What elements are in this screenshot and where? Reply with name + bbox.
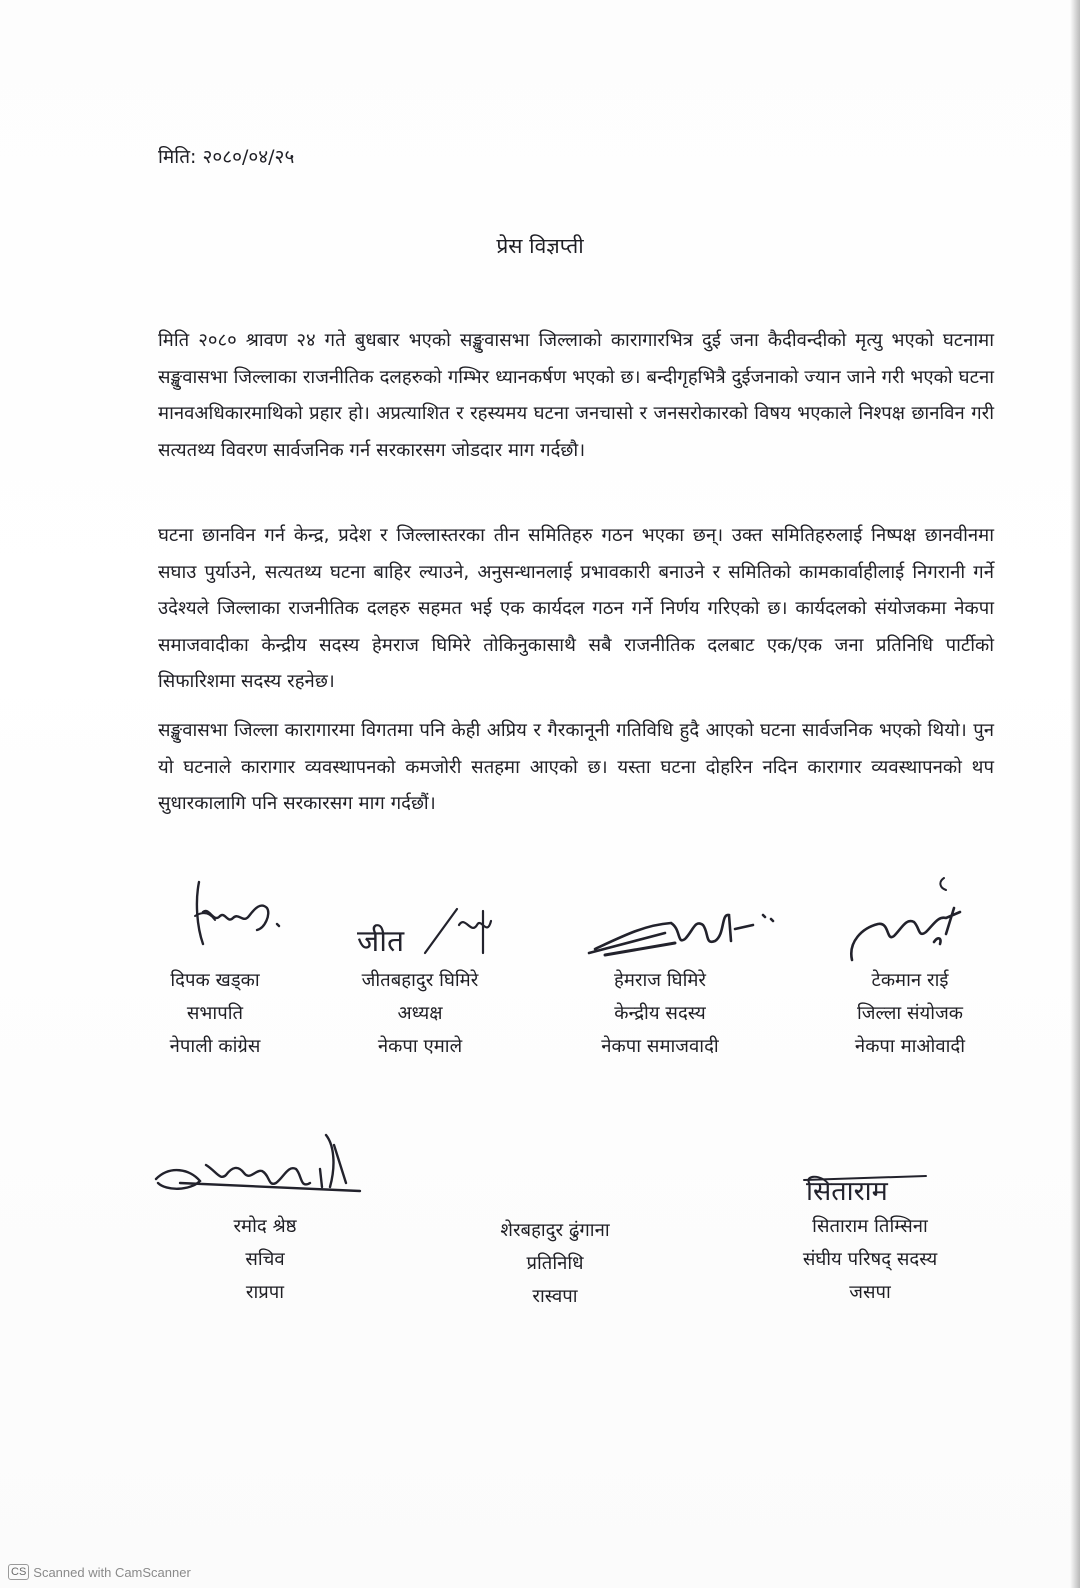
camscanner-logo-icon: CS bbox=[8, 1564, 29, 1580]
signatory-name: सिताराम तिम्सिना bbox=[812, 1216, 928, 1237]
signatory-name: दिपक खड्का bbox=[170, 970, 260, 991]
signatory-name: जीतबहादुर घिमिरे bbox=[361, 970, 479, 991]
signature-4 bbox=[842, 872, 982, 968]
signatory-role: अध्यक्ष bbox=[397, 1003, 443, 1024]
signature-3 bbox=[585, 895, 785, 965]
document-date: मिति: २०८०/०४/२५ bbox=[158, 146, 295, 168]
signatory-5 bbox=[190, 1210, 340, 1309]
signatory-name: शेरबहादुर ढुंगाना bbox=[500, 1220, 610, 1241]
signatory-6 bbox=[460, 1214, 650, 1313]
signatory-party: जसपा bbox=[849, 1282, 891, 1303]
signature-5 bbox=[150, 1125, 370, 1205]
document-title: प्रेस विज्ञप्ती bbox=[496, 234, 584, 258]
paragraph-1: मिति २०८० श्रावण २४ गते बुधबार भएको सङ्खुवासभा जिल्लाको कारागारभित्र दुई जना कैदीवन्दीको मृत्यु भएको घटनामा सङ्खुवासभा जिल्लाका राजनीतिक दलहरुको गम्भिर ध्यानकर्षण भएको छ। बन्दीगृहभित्रै दुईजनाको ज्यान जाने गरी भएको घटना मानवअधिकारमाथिको प्रहार हो। अप्रत्याशित र रहस्यमय घटना जनचासो र जनसरोकारको विषय भएकाले निश्पक्ष छानविन गरी सत्यतथ्य विवरण सार्वजनिक गर्न सरकारसग जोडदार माग गर्दछौ। bbox=[158, 330, 994, 461]
signatory-name: हेमराज घिमिरे bbox=[614, 970, 706, 991]
signature-2 bbox=[355, 895, 505, 965]
signatory-name: रमोद श्रेष्ठ bbox=[233, 1216, 297, 1237]
signatory-1 bbox=[150, 964, 280, 1063]
camscanner-watermark bbox=[8, 1564, 191, 1580]
signature-7 bbox=[800, 1160, 940, 1214]
signatory-name: टेकमान राई bbox=[871, 970, 949, 991]
signatory-7 bbox=[770, 1210, 970, 1309]
signatory-party: नेकपा माओवादी bbox=[854, 1036, 966, 1057]
signature-2-mark: जीत bbox=[357, 924, 405, 959]
signatory-role: केन्द्रीय सदस्य bbox=[614, 1003, 706, 1024]
signature-7-mark: सिताराम bbox=[806, 1176, 888, 1207]
signatory-party: रास्वपा bbox=[532, 1286, 578, 1307]
signatory-role: संघीय परिषद् सदस्य bbox=[802, 1249, 938, 1270]
signatory-4 bbox=[820, 964, 1000, 1063]
signatory-party: नेपाली कांग्रेस bbox=[169, 1036, 261, 1057]
paragraph-2: घटना छानविन गर्न केन्द्र, प्रदेश र जिल्लास्तरका तीन समितिहरु गठन भएका छन्। उक्त समितिहरुलाई निष्पक्ष छानवीनमा सघाउ पुर्याउने, सत्यतथ्य घटना बाहिर ल्याउने, अनुसन्धानलाई प्रभावकारी बनाउने र समितिको कामकार्वाहीलाई निगरानी गर्ने उदेश्यले जिल्लाका राजनीतिक दलहरु सहमत भई एक कार्यदल गठन गर्ने निर्णय गरिएको छ। कार्यदलको संयोजकमा नेकपा समाजवादीका केन्द्रीय सदस्य हेमराज घिमिरे तोकिनुकासाथै सबै राजनीतिक दलबाट एक/एक जना प्रतिनिधि पार्टीको सिफारिशमा सदस्य रहनेछ। bbox=[158, 525, 994, 692]
paragraph-3: सङ्खुवासभा जिल्ला कारागारमा विगतमा पनि केही अप्रिय र गैरकानूनी गतिविधि हुदै आएको घटना सार्वजनिक भएको थियो। पुन यो घटनाले कारागार व्यवस्थापनको कमजोरी सतहमा आएको छ। यस्ता घटना दोहरिन नदिन कारागार व्यवस्थापनको थप सुधारकालागि पनि सरकारसग माग गर्दछौं। bbox=[158, 720, 994, 814]
signatory-role: सभापति bbox=[186, 1003, 244, 1024]
signatory-party: नेकपा समाजवादी bbox=[601, 1036, 719, 1057]
signatory-2 bbox=[330, 964, 510, 1063]
signatory-role: सचिव bbox=[245, 1249, 285, 1270]
camscanner-text: Scanned with CamScanner bbox=[33, 1564, 191, 1580]
signatory-party: राप्रपा bbox=[245, 1282, 285, 1303]
signatory-role: जिल्ला संयोजक bbox=[856, 1003, 964, 1024]
signatory-party: नेकपा एमाले bbox=[377, 1036, 463, 1057]
signatory-role: प्रतिनिधि bbox=[526, 1253, 584, 1274]
signature-1 bbox=[185, 872, 305, 952]
signatory-3 bbox=[570, 964, 750, 1063]
